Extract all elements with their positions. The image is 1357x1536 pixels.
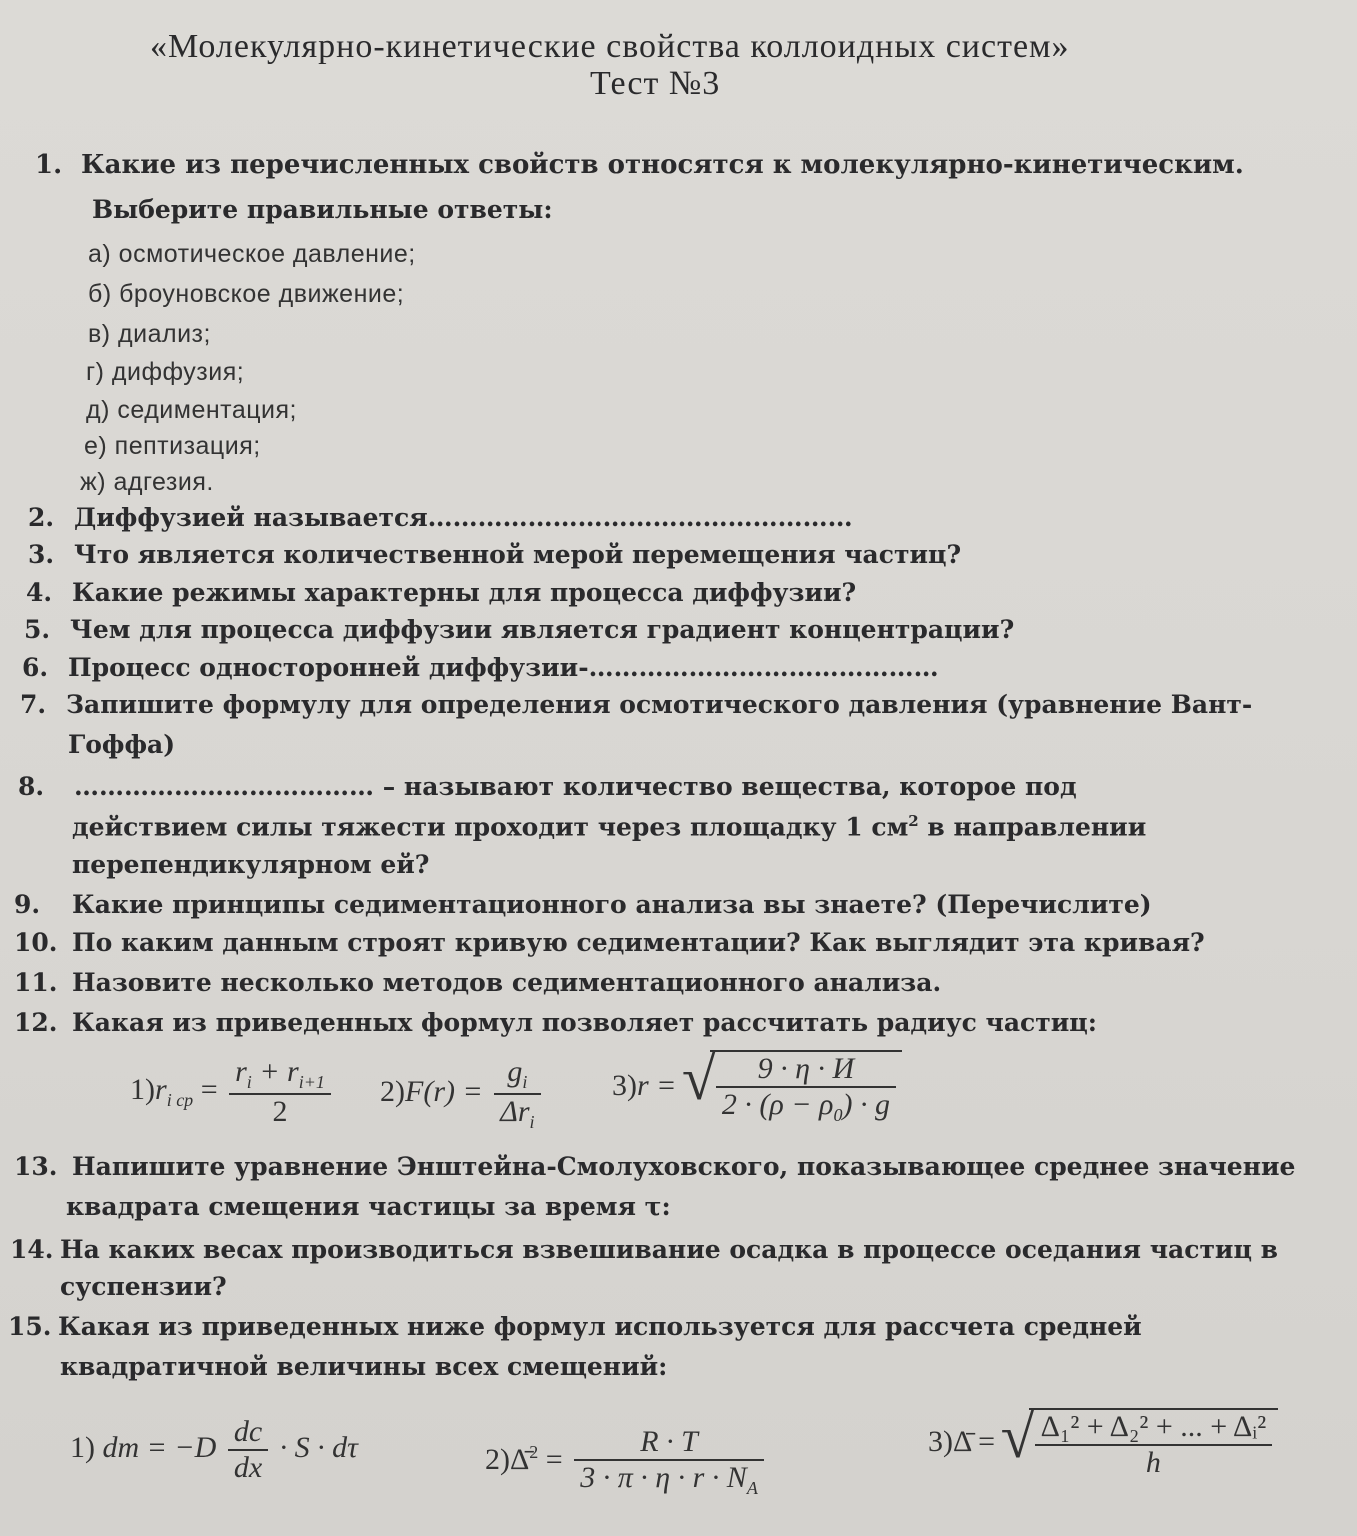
question-text: Процесс односторонней диффузии-…………………………………… <box>68 653 939 682</box>
numerator-term: + r <box>251 1055 299 1088</box>
question-text: Назовите несколько методов седиментационного анализа. <box>72 968 942 997</box>
question-4 <box>26 578 856 607</box>
question-10 <box>14 928 1205 957</box>
question-1 <box>35 150 1244 180</box>
question-8 <box>18 772 1077 801</box>
question-number: 5. <box>24 615 51 644</box>
document-title: «Молекулярно-кинетические свойства коллоидных систем» <box>150 28 1070 65</box>
denominator: Δr <box>500 1095 530 1128</box>
formula-symbol: Δ̄ = <box>953 1424 996 1458</box>
question-text: Какая из приведенных ниже формул используется для рассчета средней <box>58 1312 1142 1341</box>
question-text: Какие режимы характерны для процесса диффузии? <box>72 578 857 607</box>
question-number: 11. <box>14 968 58 997</box>
formula-subscript: i+1 <box>298 1072 325 1092</box>
formula-label: 3) <box>612 1068 637 1102</box>
formula-symbol: r <box>155 1072 167 1106</box>
question-text: Что является количественной мерой перемещения частиц? <box>74 540 962 569</box>
square-root <box>710 1050 902 1126</box>
question-11 <box>14 968 941 997</box>
answer-option-b: б) броуновское движение; <box>88 280 405 308</box>
question-number: 14. <box>10 1235 54 1264</box>
question-number: 4. <box>26 578 53 607</box>
answer-option-g: ж) адгезия. <box>80 468 214 496</box>
question-text: По каким данным строят кривую седиментации? Как выглядит эта кривая? <box>72 928 1205 957</box>
denominator-term: ) · g <box>842 1088 890 1121</box>
denominator: 2 <box>272 1095 288 1128</box>
question-12 <box>14 1008 1097 1037</box>
formula-label: 2) <box>380 1074 405 1108</box>
denominator: 3 · π · η · r · N <box>580 1461 747 1494</box>
fraction <box>716 1052 896 1126</box>
formula-subscript: i <box>246 1072 252 1092</box>
question-13-continuation: квадрата смещения частицы за время τ: <box>66 1192 671 1221</box>
denominator: 2 · (ρ − ρ <box>721 1088 834 1121</box>
answer-option-d: г) диффузия; <box>86 358 245 386</box>
question-7-continuation: Гоффа) <box>68 730 176 759</box>
formula-15-3 <box>928 1408 1278 1480</box>
numerator: r <box>235 1055 247 1088</box>
question-number: 8. <box>18 772 45 801</box>
question-number: 10. <box>14 928 58 957</box>
fraction <box>229 1055 331 1129</box>
formula-subscript: i <box>529 1112 535 1132</box>
question-13 <box>14 1152 1295 1181</box>
question-14-continuation: суспензии? <box>60 1272 227 1301</box>
square-root <box>1029 1408 1279 1480</box>
denominator: h <box>1145 1446 1161 1479</box>
question-number: 12. <box>14 1008 58 1037</box>
question-number: 1. <box>35 150 63 180</box>
question-15 <box>8 1312 1142 1341</box>
question-15-continuation: квадратичной величины всех смещений: <box>60 1352 668 1381</box>
formula-superscript: 2 <box>529 1441 539 1462</box>
formula-label: 1) <box>130 1072 155 1106</box>
fraction <box>1035 1410 1273 1480</box>
superscript: 2 <box>908 812 919 830</box>
formula-term: · S · dτ <box>279 1430 358 1464</box>
formula-symbol: r = <box>637 1068 677 1102</box>
numerator: dc <box>228 1415 268 1451</box>
question-5 <box>24 615 1014 644</box>
formula-symbol: F(r) = <box>405 1074 483 1108</box>
question-7 <box>20 690 1252 719</box>
formula-subscript: i ср <box>166 1089 194 1110</box>
formula-subscript: 0 <box>833 1105 843 1125</box>
question-3 <box>28 540 961 569</box>
question-text: Чем для процесса диффузии является градиент концентрации? <box>70 615 1015 644</box>
question-number: 6. <box>22 653 49 682</box>
numerator: √ 9 · η · И <box>716 1052 896 1088</box>
equals-sign: = <box>200 1072 218 1106</box>
numerator: √ Δ₁² + Δ₂² + ... + Δᵢ² <box>1035 1410 1273 1446</box>
question-number: 2. <box>28 503 55 532</box>
question-8-line-2 <box>72 812 1146 841</box>
denominator: dx <box>233 1451 263 1484</box>
formula-symbol: Δ̄ <box>510 1442 530 1476</box>
equals-sign: = <box>545 1442 563 1476</box>
question-text: Запишите формулу для определения осмотического давления (уравнение Вант- <box>66 690 1253 719</box>
formula-label: 3) <box>928 1424 953 1458</box>
question-text: Какая из приведенных формул позволяет рассчитать радиус частиц: <box>72 1008 1097 1037</box>
question-9 <box>14 890 1152 919</box>
formula-15-1 <box>70 1415 358 1485</box>
question-number: 15. <box>8 1312 52 1341</box>
formula-label: 1) <box>70 1430 95 1464</box>
numerator: R · T <box>574 1425 764 1461</box>
fraction <box>228 1415 268 1485</box>
question-text: Какие принципы седиментационного анализа вы знаете? (Перечислите) <box>72 890 1152 919</box>
numerator: g <box>507 1055 523 1088</box>
question-number: 3. <box>28 540 55 569</box>
question-text: действием силы тяжести проходит через площадку 1 см <box>72 812 909 842</box>
question-text: в направлении <box>918 812 1147 842</box>
formula-12-1 <box>130 1055 335 1129</box>
formula-12-2 <box>380 1055 545 1133</box>
answer-option-c: в) диализ; <box>88 320 211 348</box>
question-number: 7. <box>20 690 47 719</box>
question-14 <box>10 1235 1278 1264</box>
fraction <box>494 1055 540 1133</box>
formula-subscript: i <box>522 1072 528 1092</box>
formula-symbol: dm = −D <box>102 1430 217 1464</box>
formula-subscript: A <box>746 1478 758 1498</box>
question-6 <box>22 653 939 682</box>
formula-12-3 <box>612 1050 902 1126</box>
answer-option-e: д) седиментация; <box>86 396 298 424</box>
test-number: Тест №3 <box>590 65 721 102</box>
question-text: Какие из перечисленных свойств относятся к молекулярно-кинетическим. <box>81 150 1244 180</box>
formula-15-2 <box>485 1425 768 1499</box>
question-number: 13. <box>14 1152 58 1181</box>
question-number: 9. <box>14 890 41 919</box>
answer-option-f: е) пептизация; <box>84 432 261 460</box>
question-text: Напишите уравнение Энштейна-Смолуховского, показывающее среднее значение <box>72 1152 1296 1181</box>
question-2 <box>28 503 853 532</box>
question-text: Диффузией называется…………………………………………… <box>74 503 853 532</box>
answer-option-a: а) осмотическое давление; <box>88 240 416 268</box>
question-text: ……………………………… – называют количество вещества, которое под <box>74 772 1077 801</box>
question-text: На каких весах производиться взвешивание осадка в процессе оседания частиц в <box>60 1235 1279 1264</box>
fraction <box>574 1425 764 1499</box>
question-1-instruction: Выберите правильные ответы: <box>92 195 553 224</box>
question-8-line-3: перепендикулярном ей? <box>72 850 430 879</box>
formula-label: 2) <box>485 1442 510 1476</box>
